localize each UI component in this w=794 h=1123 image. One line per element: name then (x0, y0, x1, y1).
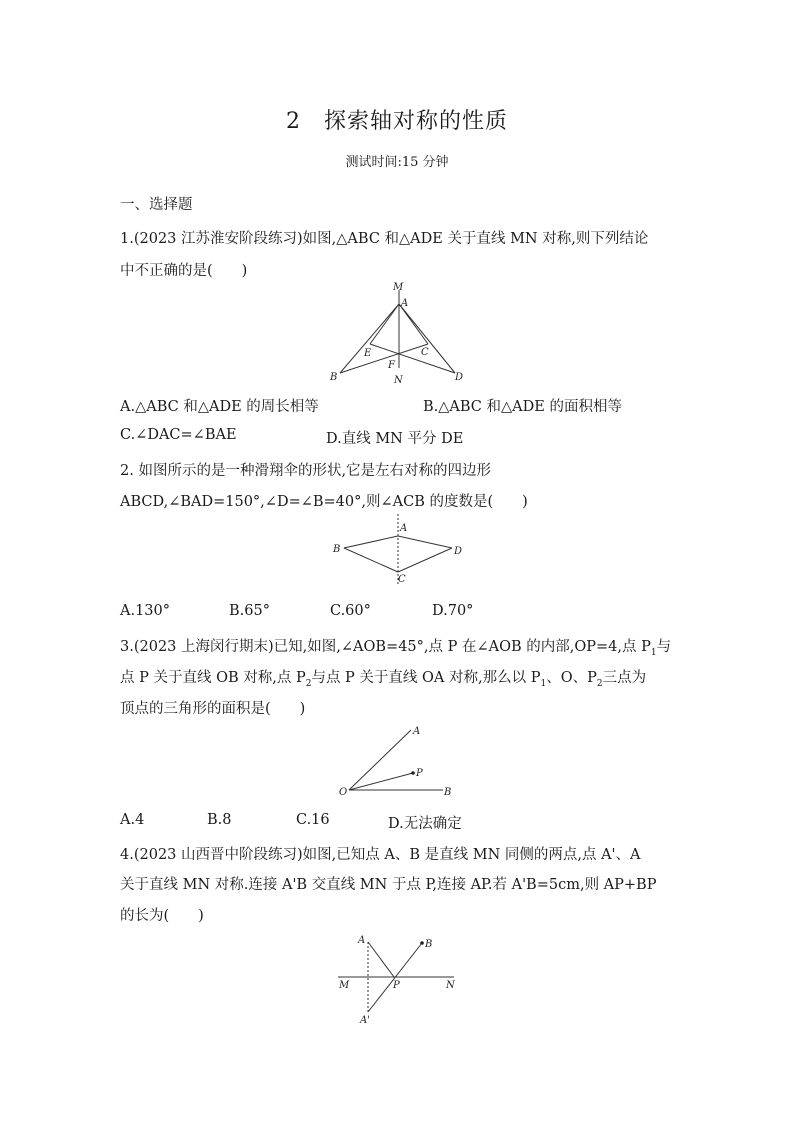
q2-option-d[interactable]: D.70° (432, 603, 474, 619)
q3-ray-oa (349, 730, 411, 790)
q2-stem-line1: 2. 如图所示的是一种滑翔伞的形状,它是左右对称的四边形 (120, 463, 492, 479)
q3-option-d[interactable]: D.无法确定 (388, 816, 462, 832)
q1-label-c: C (421, 347, 429, 358)
q1-stem-line2: 中不正确的是( ) (120, 263, 248, 279)
q1-label-e: E (364, 348, 372, 359)
q3-label-p: P (416, 768, 423, 779)
q3-stem-line1: 3.(2023 上海闵行期末)已知,如图,∠AOB=45°,点 P 在∠AOB 的内部,OP=4,点 $P_1$与 (120, 639, 672, 658)
q4-stem-line3: 的长为( ) (120, 908, 204, 924)
q2-option-c[interactable]: C.60° (330, 603, 371, 619)
q2-label-b: B (333, 544, 341, 555)
q1-label-n: N (394, 375, 403, 386)
q2-option-b[interactable]: B.65° (229, 603, 270, 619)
q1-side-ae (370, 304, 399, 344)
q2-label-c: C (398, 574, 406, 585)
q1-side-ad (399, 304, 455, 373)
q1-option-c[interactable]: C.∠DAC=∠BAE (120, 427, 237, 443)
q1-label-m: M (393, 282, 404, 293)
q4-label-a-prime: A' (360, 1015, 370, 1026)
q4-stem-line2: 关于直线 MN 对称.连接 A'B 交直线 MN 于点 P,连接 AP.若 A'B=5cm,则 AP+BP (120, 877, 657, 893)
q3-option-b[interactable]: B.8 (207, 812, 232, 828)
q1-option-a[interactable]: A.△ABC 和△ADE 的周长相等 (120, 399, 319, 415)
page-title: 2 探索轴对称的性质 (286, 109, 508, 134)
q2-label-a: A (400, 523, 408, 534)
q1-option-b[interactable]: B.△ABC 和△ADE 的面积相等 (423, 399, 622, 415)
q3-point-p (411, 771, 415, 775)
test-time: 测试时间:15 分钟 (345, 155, 449, 170)
q3-label-o: O (339, 787, 348, 798)
q4-label-m: M (339, 980, 350, 991)
q1-label-a: A (401, 298, 409, 309)
q2-side-cd (398, 548, 452, 572)
q4-label-b: B (425, 939, 433, 950)
q3-figure (335, 722, 465, 802)
q1-label-b: B (330, 372, 338, 383)
q4-figure (330, 930, 470, 1030)
q3-stem-line2: 点 P 关于直线 OB 对称,点 $P_2$与点 P 关于直线 OA 对称,那么以 $P_1$、O、$P_2$三点为 (120, 670, 647, 689)
q3-label-a: A (413, 726, 421, 737)
q4-stem-line1: 4.(2023 山西晋中阶段练习)如图,已知点 A、B 是直线 MN 同侧的两点,点 A'、A (120, 847, 641, 863)
q1-label-d: D (455, 372, 464, 383)
q1-side-ac (399, 304, 428, 344)
q1-stem-line1: 1.(2023 江苏淮安阶段练习)如图,△ABC 和△ADE 关于直线 MN 对称,则下列结论 (120, 231, 649, 247)
q1-label-f: F (388, 360, 395, 371)
q4-point-b (420, 941, 424, 945)
q2-side-ad (398, 536, 452, 548)
q3-option-c[interactable]: C.16 (296, 812, 330, 828)
q2-stem-line2: ABCD,∠BAD=150°,∠D=∠B=40°,则∠ACB 的度数是( ) (120, 494, 528, 510)
q2-side-ba (344, 536, 398, 548)
q4-label-a: A (358, 935, 366, 946)
q4-label-n: N (446, 980, 455, 991)
q3-option-a[interactable]: A.4 (120, 812, 145, 828)
q3-segment-op (349, 773, 413, 790)
q2-figure (330, 512, 470, 587)
q1-figure (330, 280, 470, 390)
q2-side-bc (344, 548, 398, 572)
q1-option-d[interactable]: D.直线 MN 平分 DE (326, 431, 464, 447)
q4-segment-ap (368, 942, 394, 977)
q4-label-p: P (393, 980, 400, 991)
q2-option-a[interactable]: A.130° (120, 603, 171, 619)
q2-label-d: D (454, 546, 463, 557)
q3-stem-line3: 顶点的三角形的面积是( ) (120, 701, 306, 717)
section-heading: 一、选择题 (120, 197, 193, 213)
q3-label-b: B (444, 787, 452, 798)
